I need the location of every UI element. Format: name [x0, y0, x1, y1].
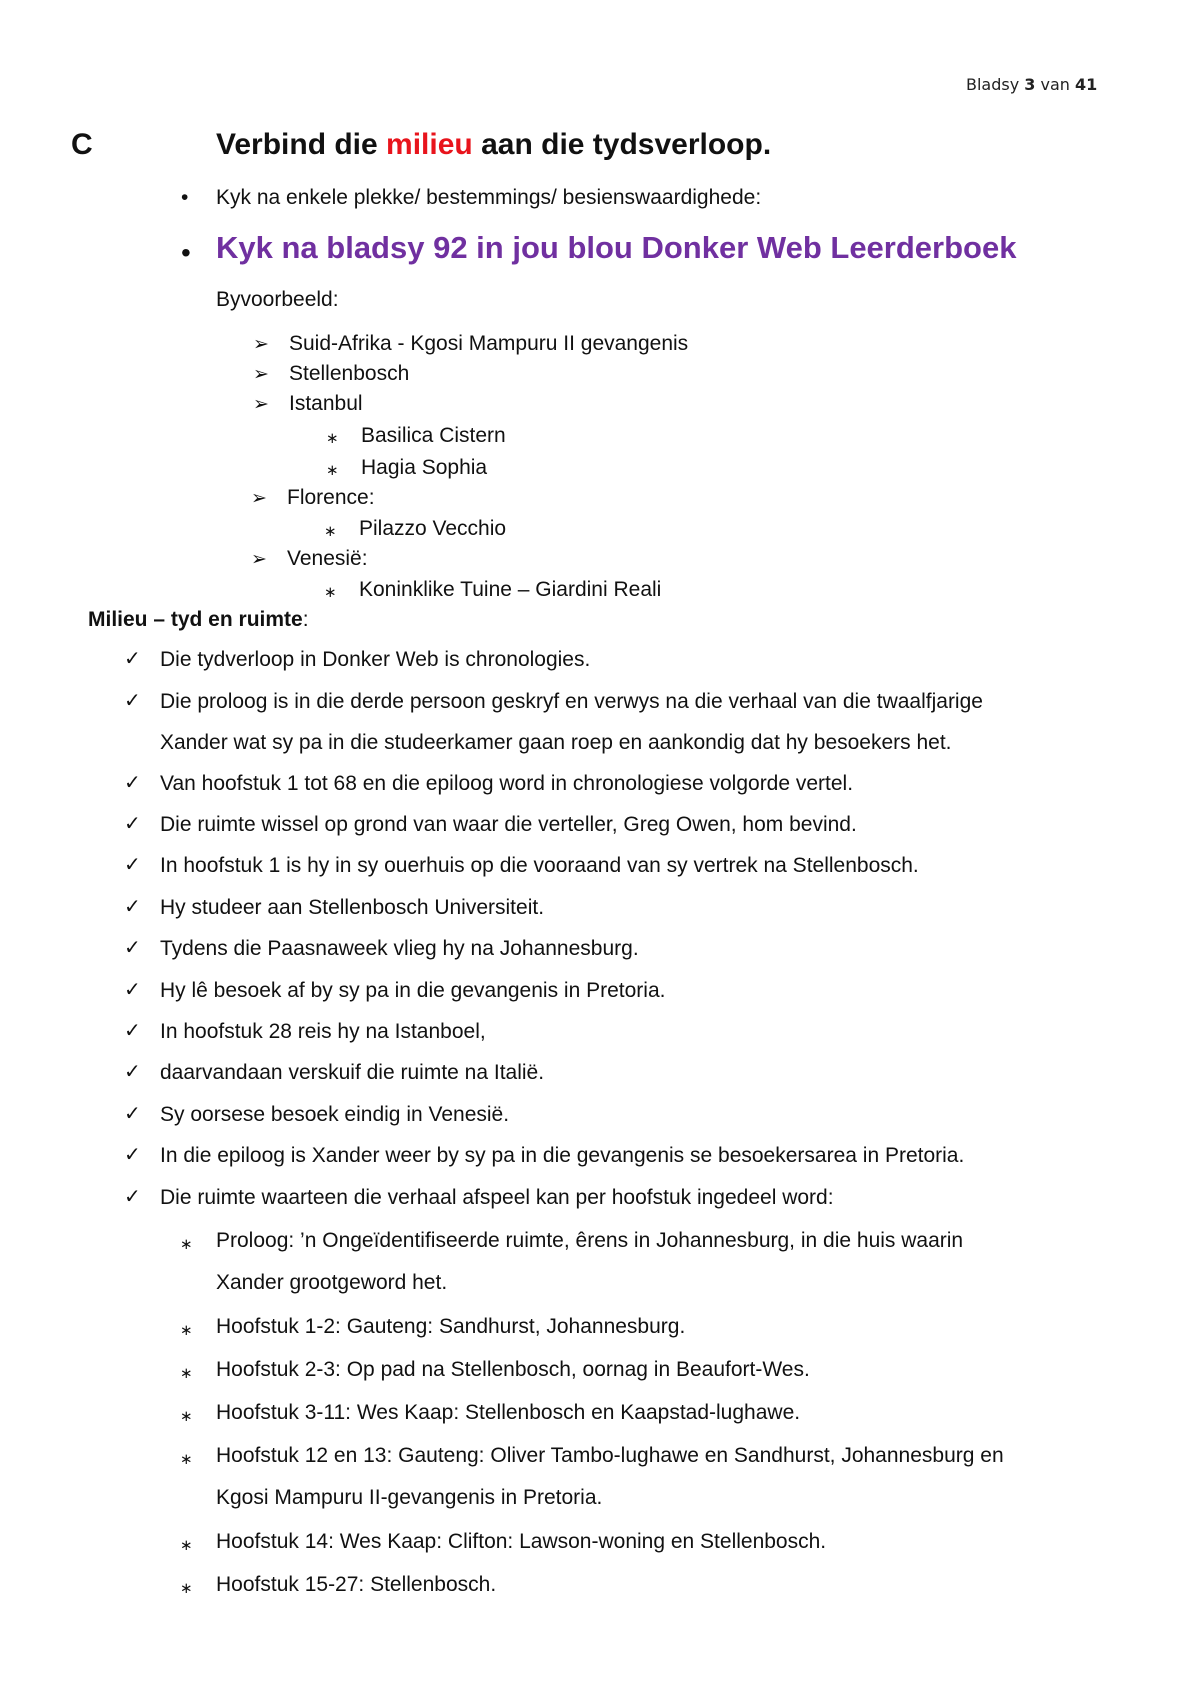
check-icon: ✓ [124, 1142, 141, 1166]
check-icon: ✓ [124, 770, 141, 794]
check-item: Tydens die Paasnaweek vlieg hy na Johannesburg. [160, 937, 639, 960]
check-icon: ✓ [124, 1101, 141, 1125]
star-bullet-icon: ∗ [324, 523, 337, 540]
arrow-bullet-icon: ➢ [251, 488, 267, 509]
chapter-item: Hoofstuk 3-11: Wes Kaap: Stellenbosch en Kaapstad-lughawe. [216, 1401, 801, 1424]
place-item: Florence: [287, 486, 375, 509]
check-item: Hy lê besoek af by sy pa in die gevangenis in Pretoria. [160, 979, 666, 1002]
check-icon: ✓ [124, 935, 141, 959]
place-subitem: Hagia Sophia [361, 456, 488, 479]
star-bullet-icon: ∗ [180, 1322, 193, 1339]
arrow-bullet-icon: ➢ [253, 334, 269, 355]
star-bullet-icon: ∗ [180, 1236, 193, 1253]
place-item: Venesië: [287, 547, 368, 570]
check-item: Die ruimte wissel op grond van waar die verteller, Greg Owen, hom bevind. [160, 813, 857, 836]
check-icon: ✓ [124, 1184, 141, 1208]
example-label: Byvoorbeeld: [216, 288, 339, 311]
bullet-glyph: • [181, 237, 191, 268]
star-bullet-icon: ∗ [180, 1365, 193, 1382]
check-item: Sy oorsese besoek eindig in Venesië. [160, 1103, 510, 1126]
check-item: Die tydverloop in Donker Web is chronologies. [160, 648, 591, 671]
place-item: Suid-Afrika - Kgosi Mampuru II gevangenis [289, 332, 689, 355]
chapter-item-continuation: Xander grootgeword het. [216, 1271, 448, 1294]
chapter-item: Hoofstuk 1-2: Gauteng: Sandhurst, Johannesburg. [216, 1315, 686, 1338]
check-item: In hoofstuk 1 is hy in sy ouerhuis op die vooraand van sy vertrek na Stellenbosch. [160, 854, 919, 877]
place-item: Stellenbosch [289, 362, 410, 385]
check-icon: ✓ [124, 977, 141, 1001]
section-title [216, 128, 771, 162]
place-item: Istanbul [289, 392, 363, 415]
chapter-item: Proloog: ’n Ongeïdentifiseerde ruimte, êrens in Johannesburg, in die huis waarin [216, 1229, 964, 1252]
check-icon: ✓ [124, 1059, 141, 1083]
arrow-bullet-icon: ➢ [253, 364, 269, 385]
place-subitem: Koninklike Tuine – Giardini Reali [359, 578, 662, 601]
section-title-start: Verbind die [216, 128, 387, 161]
star-bullet-icon: ∗ [180, 1537, 193, 1554]
star-bullet-icon: ∗ [180, 1408, 193, 1425]
milieu-heading-bold: Milieu – tyd en ruimte [88, 608, 303, 631]
milieu-heading [88, 608, 309, 632]
check-item: In die epiloog is Xander weer by sy pa in die gevangenis se besoekersarea in Pretoria. [160, 1144, 965, 1167]
check-icon: ✓ [124, 811, 141, 835]
check-item: Die proloog is in die derde persoon geskryf en verwys na die verhaal van die twaalfjarige [160, 690, 983, 713]
check-icon: ✓ [124, 852, 141, 876]
page-number-middle: van [1035, 75, 1076, 94]
star-bullet-icon: ∗ [326, 430, 339, 447]
page-number-current: 3 [1024, 75, 1036, 94]
arrow-bullet-icon: ➢ [253, 394, 269, 415]
star-bullet-icon: ∗ [180, 1451, 193, 1468]
check-icon: ✓ [124, 894, 141, 918]
bullet-item-2-highlight: Kyk na bladsy 92 in jou blou Donker Web Leerderboek [216, 230, 1017, 265]
chapter-item: Hoofstuk 12 en 13: Gauteng: Oliver Tambo-lughawe en Sandhurst, Johannesburg en [216, 1444, 1004, 1467]
check-item: Hy studeer aan Stellenbosch Universiteit. [160, 896, 545, 919]
star-bullet-icon: ∗ [324, 584, 337, 601]
chapter-item-continuation: Kgosi Mampuru II-gevangenis in Pretoria. [216, 1486, 603, 1509]
check-item: Van hoofstuk 1 tot 68 en die epiloog word in chronologiese volgorde vertel. [160, 772, 854, 795]
star-bullet-icon: ∗ [326, 462, 339, 479]
section-title-highlight: milieu [386, 128, 473, 161]
check-icon: ✓ [124, 646, 141, 670]
chapter-item: Hoofstuk 14: Wes Kaap: Clifton: Lawson-woning en Stellenbosch. [216, 1530, 827, 1553]
bullet-glyph: • [181, 186, 189, 209]
section-letter: C [71, 128, 93, 161]
check-icon: ✓ [124, 688, 141, 712]
check-item: Die ruimte waarteen die verhaal afspeel kan per hoofstuk ingedeel word: [160, 1186, 834, 1209]
page-number-total: 41 [1075, 75, 1098, 94]
chapter-item: Hoofstuk 2-3: Op pad na Stellenbosch, oornag in Beaufort-Wes. [216, 1358, 810, 1381]
check-item: In hoofstuk 28 reis hy na Istanboel, [160, 1020, 486, 1043]
check-icon: ✓ [124, 1018, 141, 1042]
check-item-continuation: Xander wat sy pa in die studeerkamer gaan roep en aankondig dat hy besoekers het. [160, 731, 952, 754]
bullet-item-1: Kyk na enkele plekke/ bestemmings/ besienswaardighede: [216, 186, 762, 209]
place-subitem: Pilazzo Vecchio [359, 517, 507, 540]
place-subitem: Basilica Cistern [361, 424, 506, 447]
milieu-heading-colon: : [302, 608, 309, 631]
star-bullet-icon: ∗ [180, 1580, 193, 1597]
chapter-item: Hoofstuk 15-27: Stellenbosch. [216, 1573, 497, 1596]
page-number-prefix: Bladsy [966, 75, 1025, 94]
section-title-end: aan die tydsverloop. [472, 128, 772, 161]
arrow-bullet-icon: ➢ [251, 549, 267, 570]
page-number [966, 75, 1097, 94]
check-item: daarvandaan verskuif die ruimte na Italië. [160, 1061, 545, 1084]
